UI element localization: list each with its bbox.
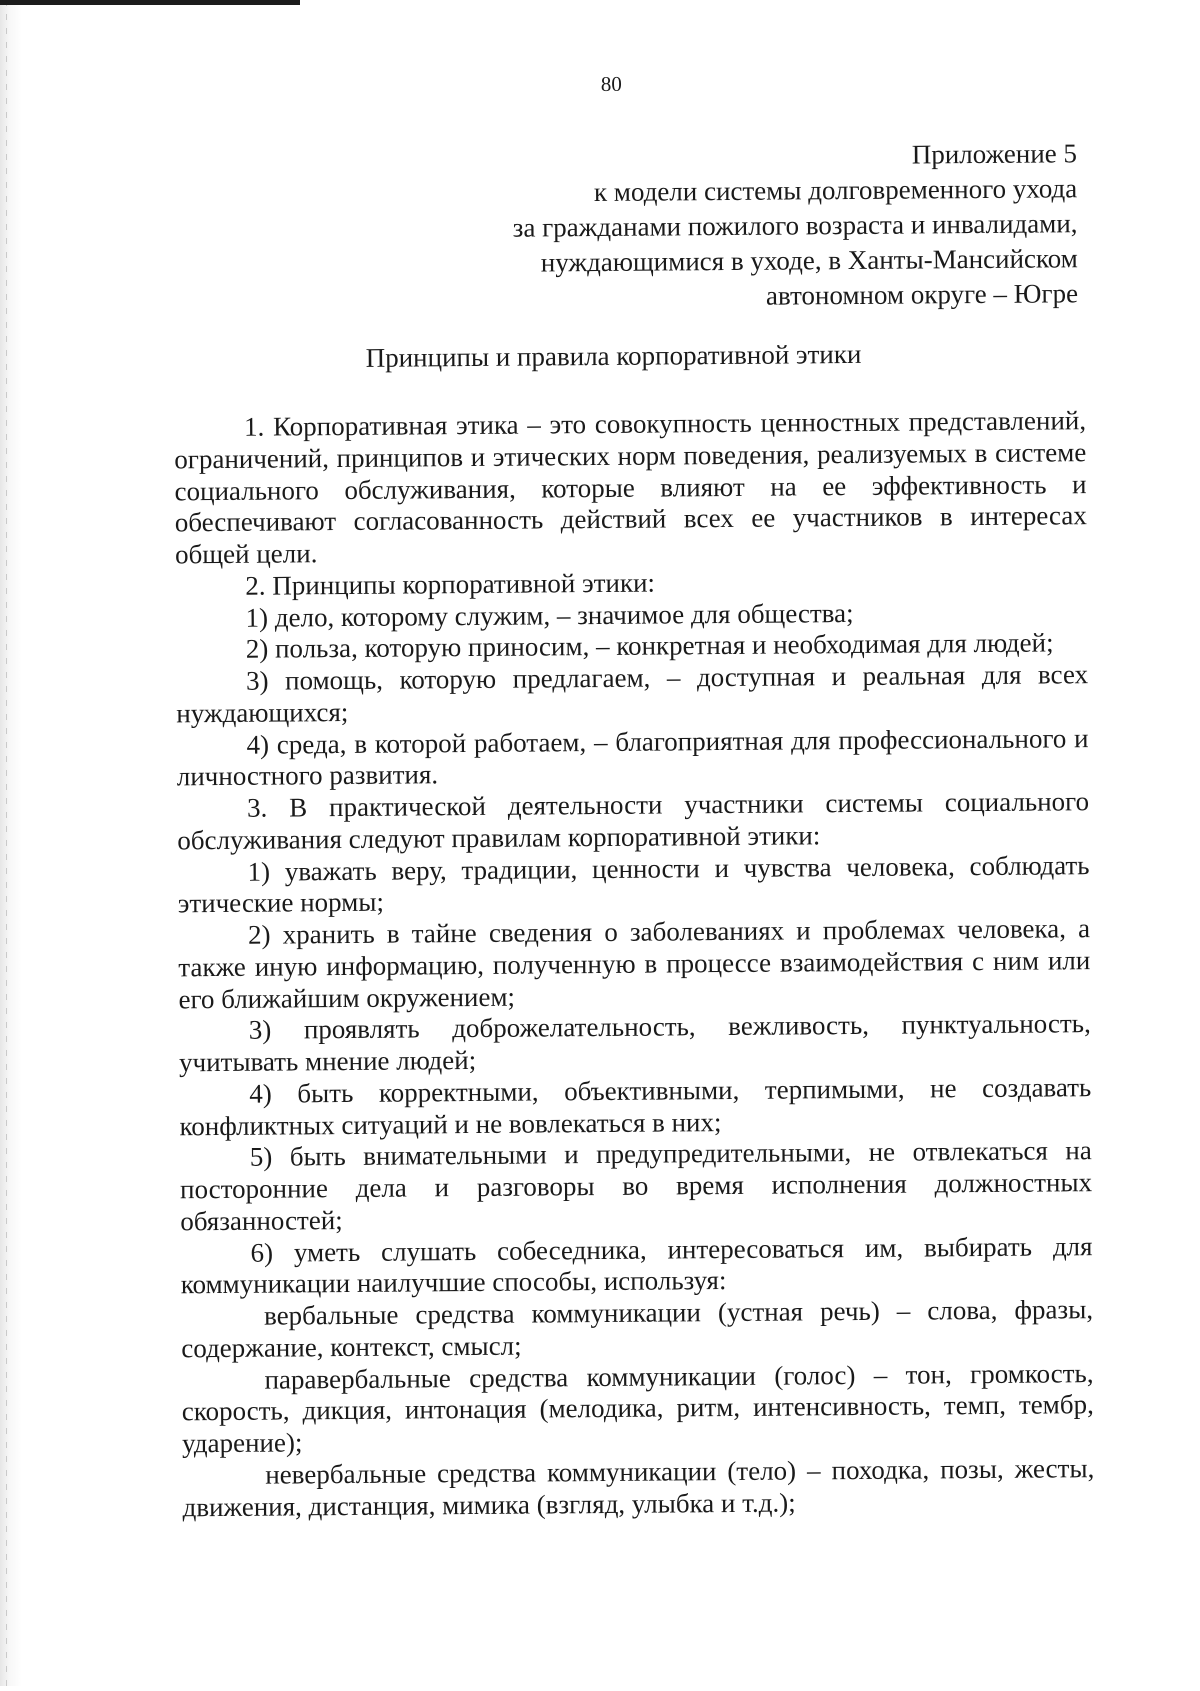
paragraph: паравербальные средства коммуникации (голос) – тон, громкость, скорость, дикция, интонация (мелодика, ритм, интенсивность, темп, тембр, ударение); bbox=[181, 1357, 1094, 1459]
paragraph: 1) дело, которому служим, – значимое для общества; bbox=[245, 597, 854, 633]
paragraph: 1. Корпоративная этика – это совокупность ценностных представлений, ограничений, принципов и этических норм поведения, реализуемых в системе социального обслуживания, которые влияют на ее эффективность и обеспечивают согласованность действий всех ее участников в интересах общей цели. bbox=[174, 405, 1087, 570]
paragraph: 4) среда, в которой работаем, – благоприятная для профессионального и личностного развития. bbox=[176, 722, 1089, 792]
annex-header bbox=[512, 136, 1078, 315]
paragraph: 1) уважать веру, традиции, ценности и чувства человека, соблюдать этические нормы; bbox=[177, 849, 1090, 919]
paragraph: 4) быть корректными, объективными, терпимыми, не создавать конфликтных ситуаций и не вовлекаться в них; bbox=[179, 1071, 1092, 1141]
annex-line: за гражданами пожилого возраста и инвалидами, bbox=[512, 208, 1078, 243]
annex-line: автономном округе – Югре bbox=[765, 278, 1079, 311]
document-body bbox=[174, 405, 1095, 1523]
annex-line: к модели системы долговременного ухода bbox=[593, 173, 1078, 208]
paragraph: 2) хранить в тайне сведения о заболеваниях и проблемах человека, а также иную информацию, полученную в процессе взаимодействия с ним или его ближайшим окружением; bbox=[178, 913, 1091, 1014]
page-number: 80 bbox=[600, 71, 622, 96]
paragraph: невербальные средства коммуникации (тело) – походка, позы, жесты, движения, дистанция, мимика (взгляд, улыбка и т.д.); bbox=[182, 1452, 1095, 1522]
document-title: Принципы и правила корпоративной этики bbox=[365, 338, 862, 373]
paragraph: вербальные средства коммуникации (устная речь) – слова, фразы, содержание, контекст, смысл; bbox=[181, 1294, 1094, 1364]
paragraph: 3) помощь, которую предлагаем, – доступная и реальная для всех нуждающихся; bbox=[176, 659, 1089, 729]
annex-line: Приложение 5 bbox=[911, 138, 1078, 170]
paragraph: 5) быть внимательными и предупредительными, не отвлекаться на посторонние дела и разговоры во время исполнения должностных обязанностей; bbox=[179, 1135, 1093, 1237]
paragraph: 2. Принципы корпоративной этики: bbox=[245, 567, 656, 601]
paragraph: 2) польза, которую приносим, – конкретная и необходимая для людей; bbox=[245, 627, 1054, 665]
annex-line: нуждающимися в уходе, в Ханты-Мансийском bbox=[540, 243, 1078, 278]
paragraph: 3) проявлять доброжелательность, вежливость, пунктуальность, учитывать мнение людей; bbox=[178, 1008, 1091, 1078]
paragraph: 6) уметь слушать собеседника, интересоваться им, выбирать для коммуникации наилучшие способы, используя: bbox=[180, 1230, 1093, 1300]
paragraph: 3. В практической деятельности участники системы социального обслуживания следуют правилам корпоративной этики: bbox=[177, 786, 1090, 856]
